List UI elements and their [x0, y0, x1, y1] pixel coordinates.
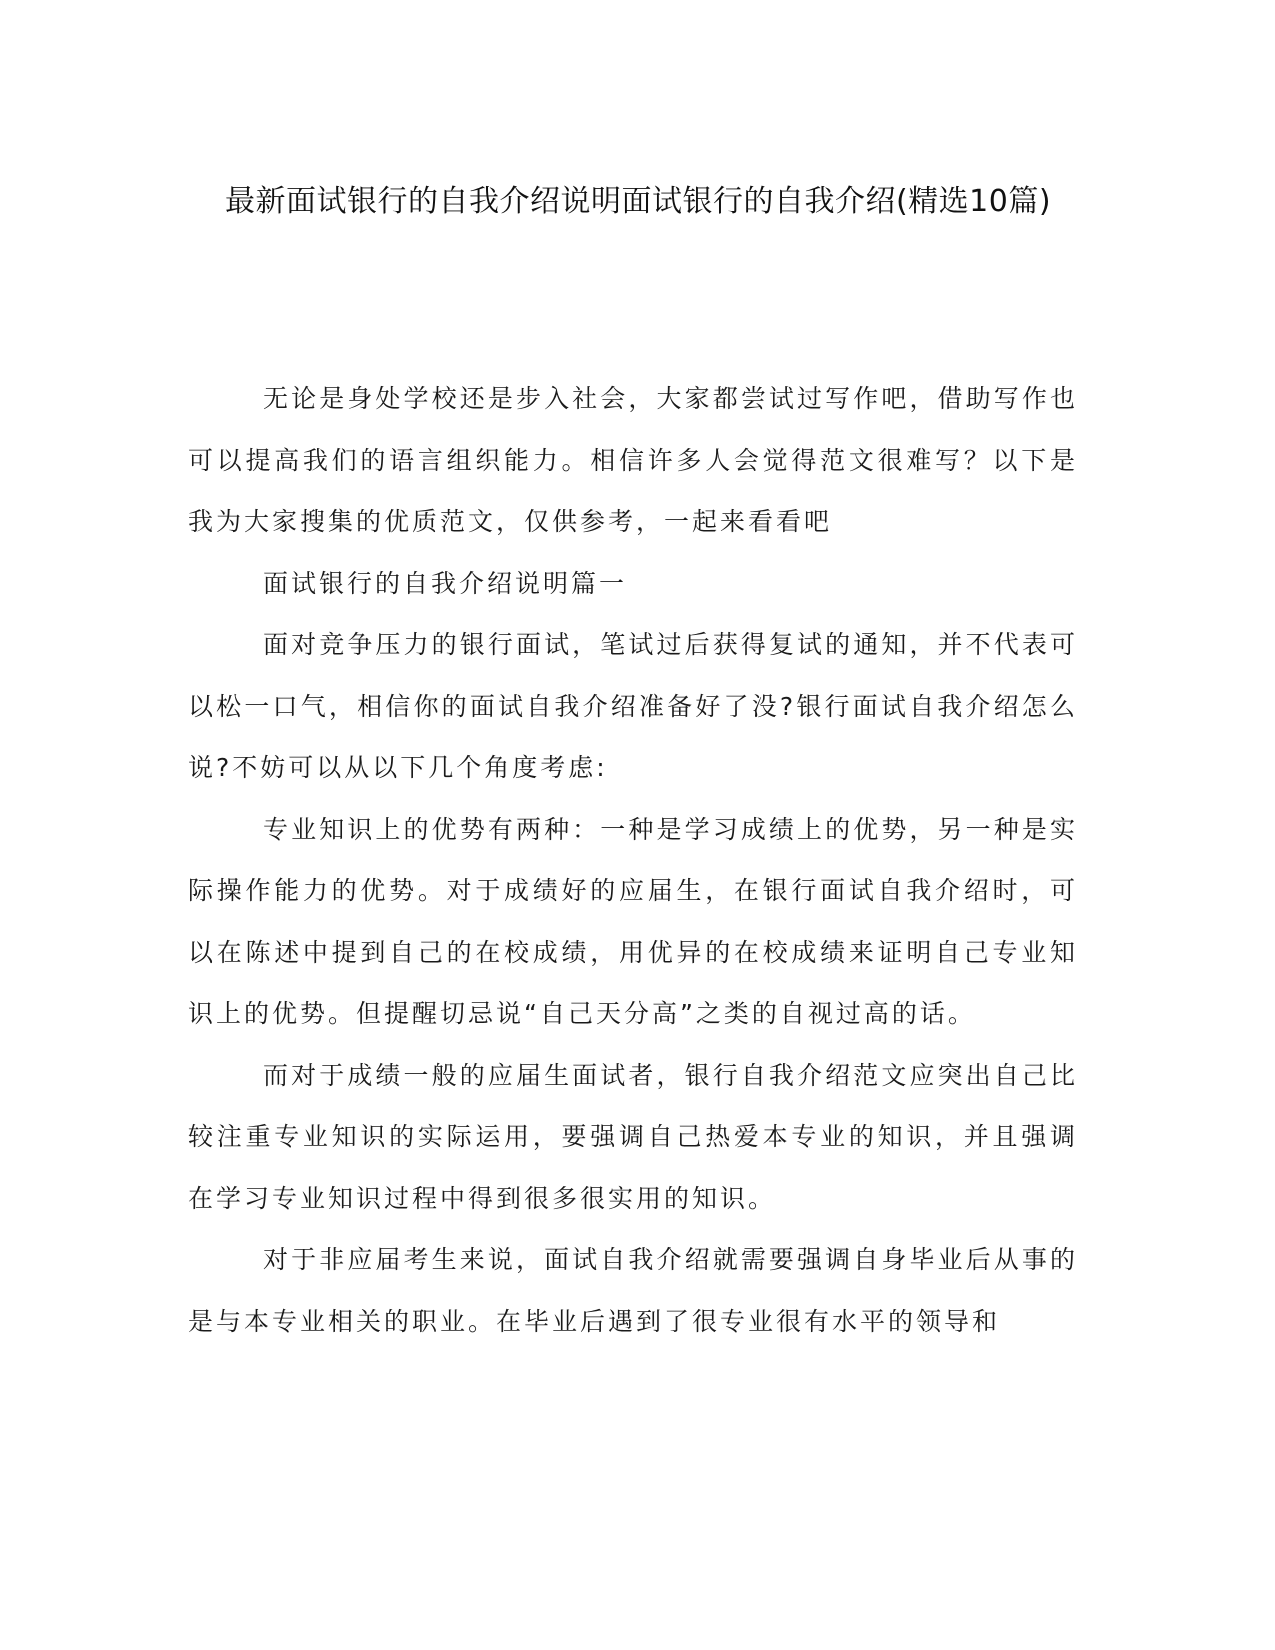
body-paragraph: 而对于成绩一般的应届生面试者，银行自我介绍范文应突出自己比较注重专业知识的实际运用，要强调自己热爱本专业的知识，并且强调在学习专业知识过程中得到很多很实用的知识。 [188, 1060, 1078, 1213]
body-paragraph: 专业知识上的优势有两种：一种是学习成绩上的优势，另一种是实际操作能力的优势。对于成绩好的应届生，在银行面试自我介绍时，可以在陈述中提到自己的在校成绩，用优异的在校成绩来证明自己专业知识上的优势。但提醒切忌说“自己天分高”之类的自视过高的话。 [188, 814, 1078, 1028]
intro-paragraph: 无论是身处学校还是步入社会，大家都尝试过写作吧，借助写作也可以提高我们的语言组织能力。相信许多人会觉得范文很难写？以下是我为大家搜集的优质范文，仅供参考，一起来看看吧 [188, 384, 1078, 536]
section-heading: 面试银行的自我介绍说明篇一 [263, 568, 628, 598]
body-paragraph: 对于非应届考生来说，面试自我介绍就需要强调自身毕业后从事的是与本专业相关的职业。在毕业后遇到了很专业很有水平的领导和 [188, 1245, 1078, 1336]
body-paragraph: 面对竞争压力的银行面试，笔试过后获得复试的通知，并不代表可以松一口气，相信你的面试自我介绍准备好了没?银行面试自我介绍怎么说?不妨可以从以下几个角度考虑: [188, 630, 1078, 782]
document-title: 最新面试银行的自我介绍说明面试银行的自我介绍(精选10篇) [224, 184, 1052, 219]
document-body [188, 368, 1078, 1352]
